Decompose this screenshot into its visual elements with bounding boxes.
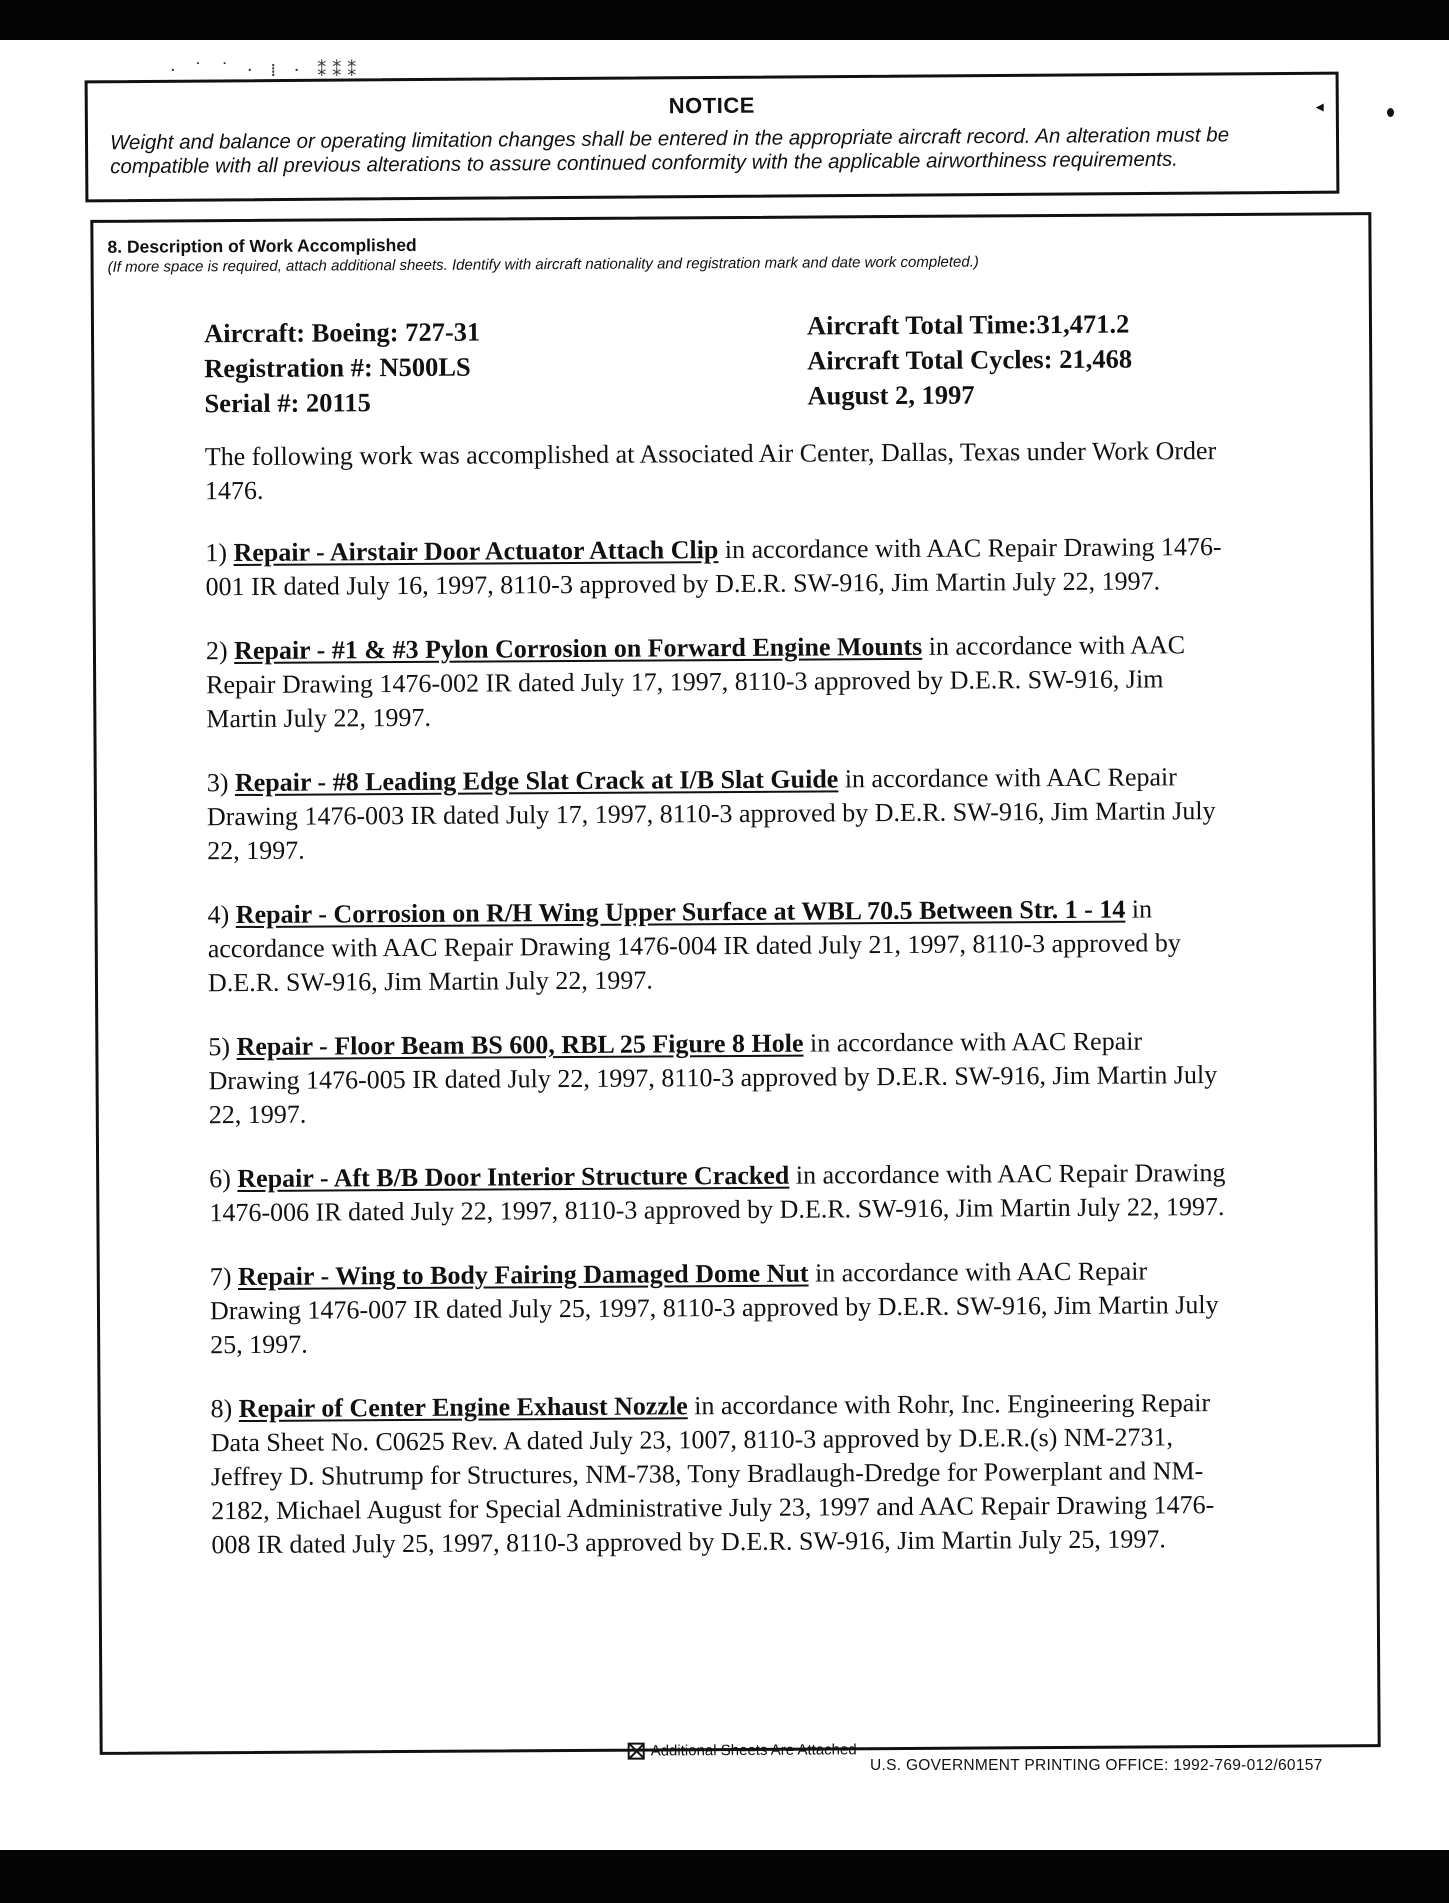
intro-paragraph: The following work was accomplished at Associated Air Center, Dallas, Texas under Work Order 1476.	[204, 436, 1217, 506]
item-text: in accordance with Rohr, Inc. Engineering Repair Data Sheet No. C0625 Rev. A dated July 23, 1007, 8110-3 approved by D.E.R.(s) NM-2731, Jeffrey D. Shutrump for Structures, NM-738, Tony Bradlaugh-Dredge for Powerplant and NM-2182, Michael August for Special Administrative July 23, 1997 and AAC Repair Drawing 1476-008 IR dated July 25, 1997, 8110-3 approved by D.E.R. SW-916, Jim Martin July 25, 1997.	[210, 1388, 1215, 1560]
work-item	[208, 1024, 1239, 1132]
aircraft-info-right	[807, 307, 1132, 414]
scan-bottom-border	[0, 1850, 1449, 1903]
item-text: in accordance with AAC Repair Drawing 1476-003 IR dated July 17, 1997, 8110-3 approved by D.E.R. SW-916, Jim Martin July 22, 1997.	[206, 762, 1216, 866]
work-item	[210, 1254, 1241, 1362]
item-title: Repair - Aft B/B Door Interior Structure Cracked	[237, 1160, 790, 1194]
additional-sheets-label: Additional Sheets Are Attached	[650, 1741, 857, 1760]
item-title: Repair - Wing to Body Fairing Damaged Dome Nut	[237, 1258, 809, 1292]
notice-box	[85, 72, 1340, 203]
item-title: Repair - Floor Beam BS 600, RBL 25 Figure 8 Hole	[236, 1028, 804, 1062]
item-text: in accordance with AAC Repair Drawing 1476-007 IR dated July 25, 1997, 8110-3 approved by D.E.R. SW-916, Jim Martin July 25, 1997.	[209, 1256, 1219, 1360]
item-title: Repair - Airstair Door Actuator Attach Clip	[233, 535, 719, 568]
work-item	[209, 1156, 1239, 1230]
notice-text: Weight and balance or operating limitation changes shall be entered in the appropriate aircraft record. An alteration must be compatible with all previous alterations to assure continued conformity with the applicable airworthiness requirements.	[109, 123, 1230, 179]
aircraft-model: Aircraft: Boeing: 727-31	[203, 316, 481, 349]
work-item	[207, 892, 1238, 1000]
item-text: in accordance with AAC Repair Drawing 1476-004 IR dated July 21, 1997, 8110-3 approved by D.E.R. SW-916, Jim Martin July 22, 1997.	[207, 894, 1181, 998]
scan-dot	[1387, 108, 1394, 117]
printing-office-footer: U.S. GOVERNMENT PRINTING OFFICE: 1992-769-012/60157	[870, 1757, 1323, 1774]
item-number: 3)	[206, 768, 229, 798]
corner-mark-icon: ◂	[1315, 96, 1324, 116]
work-item	[210, 1386, 1241, 1562]
checked-box-icon[interactable]	[628, 1743, 645, 1760]
aircraft-total-time: Aircraft Total Time:31,471.2	[806, 308, 1130, 341]
item-number: 7)	[209, 1262, 232, 1292]
item-title: Repair - Corrosion on R/H Wing Upper Surface at WBL 70.5 Between Str. 1 - 14	[235, 894, 1126, 930]
work-date: August 2, 1997	[807, 379, 975, 411]
scan-noise-marks: · ˙ ˙ · ⁞ · ⁑⁑⁑	[170, 60, 363, 81]
work-item	[205, 530, 1235, 604]
notice-title: NOTICE	[668, 92, 755, 119]
additional-sheets-checkbox-row[interactable]	[628, 1741, 857, 1759]
scan-top-border	[0, 0, 1449, 40]
item-title: Repair - #1 & #3 Pylon Corrosion on Forward Engine Mounts	[234, 631, 923, 666]
section-title: 8. Description of Work Accomplished	[107, 234, 417, 257]
item-number: 1)	[205, 538, 228, 568]
work-body	[205, 434, 1242, 1592]
aircraft-total-cycles: Aircraft Total Cycles: 21,468	[807, 343, 1133, 376]
item-number: 2)	[205, 636, 228, 666]
item-number: 5)	[208, 1032, 231, 1062]
aircraft-registration: Registration #: N500LS	[204, 351, 471, 384]
work-item	[207, 760, 1238, 868]
item-number: 4)	[207, 900, 230, 930]
item-number: 8)	[210, 1394, 233, 1424]
work-description-box	[90, 212, 1380, 1760]
aircraft-info-left	[204, 315, 481, 422]
item-text: in accordance with AAC Repair Drawing 1476-001 IR dated July 16, 1997, 8110-3 approved by D.E.R. SW-916, Jim Martin July 22, 1997.	[205, 532, 1222, 602]
section-subtitle: (If more space is required, attach additional sheets. Identify with aircraft nationality and registration mark and date work completed.)	[107, 253, 979, 276]
item-number: 6)	[209, 1164, 231, 1194]
item-text: in accordance with AAC Repair Drawing 1476-002 IR dated July 17, 1997, 8110-3 approved by D.E.R. SW-916, Jim Martin July 22, 1997.	[206, 630, 1186, 734]
work-item	[206, 628, 1237, 736]
item-title: Repair of Center Engine Exhaust Nozzle	[238, 1391, 688, 1424]
aircraft-serial: Serial #: 20115	[204, 387, 371, 419]
item-text: in accordance with AAC Repair Drawing 1476-005 IR dated July 22, 1997, 8110-3 approved by D.E.R. SW-916, Jim Martin July 22, 1997.	[208, 1026, 1218, 1130]
item-text: in accordance with AAC Repair Drawing 1476-006 IR dated July 22, 1997, 8110-3 approved by D.E.R. SW-916, Jim Martin July 22, 1997.	[209, 1158, 1226, 1228]
item-title: Repair - #8 Leading Edge Slat Crack at I/B Slat Guide	[234, 764, 839, 798]
